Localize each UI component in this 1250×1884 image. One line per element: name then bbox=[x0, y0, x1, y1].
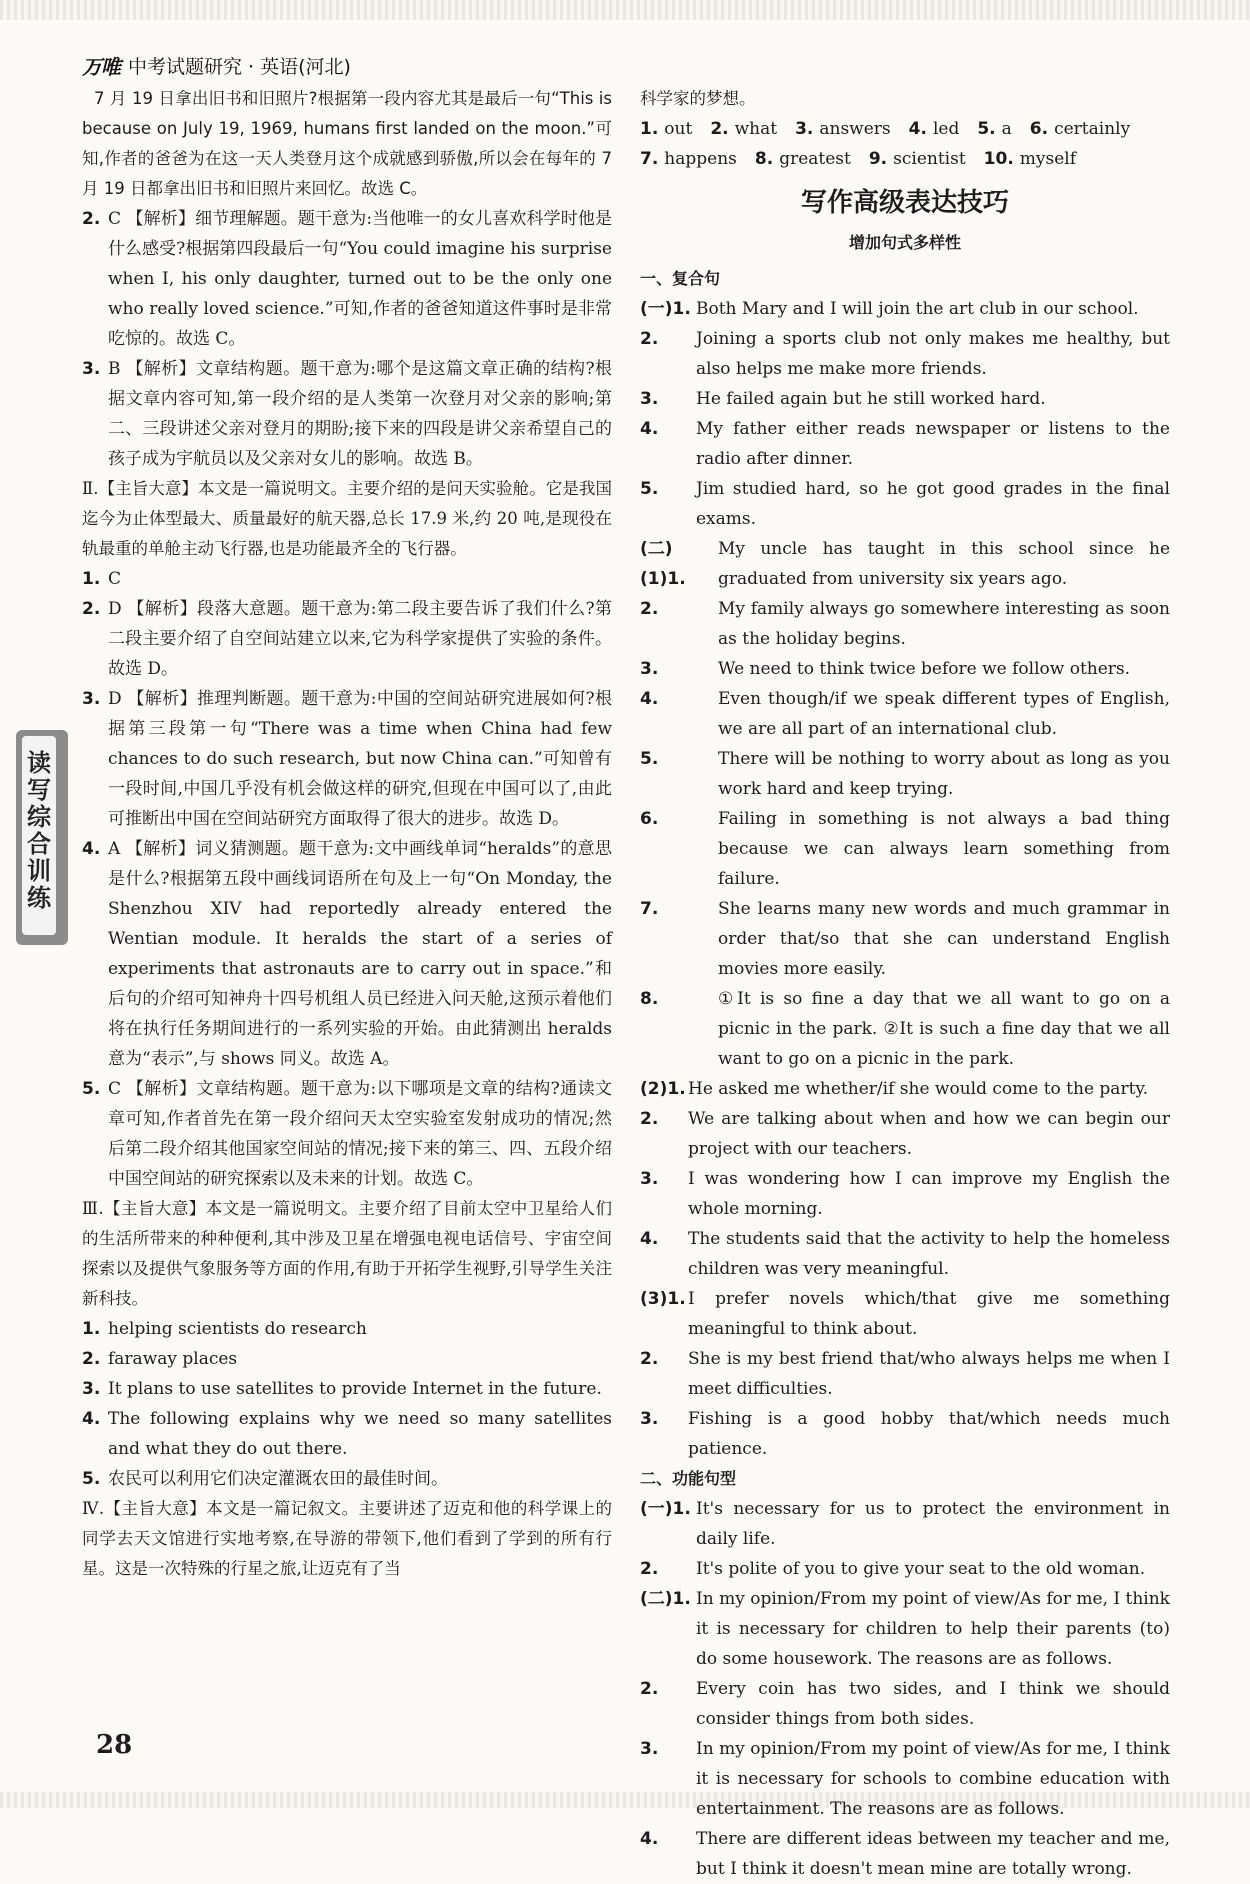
item-number: 3. bbox=[82, 359, 101, 379]
answer-item bbox=[1030, 114, 1130, 144]
item-number: 3. bbox=[640, 1409, 659, 1429]
answer-number: 3. bbox=[795, 119, 814, 139]
item-text: She learns many new words and much grammar in order that/so that she can understand English movies more easily. bbox=[718, 899, 1170, 979]
answer-item bbox=[984, 144, 1076, 174]
right-column bbox=[640, 84, 1170, 1884]
item-text: The students said that the activity to help the homeless children was very meaningful. bbox=[688, 1229, 1170, 1279]
item-number: 2. bbox=[82, 1349, 101, 1369]
item-text: faraway places bbox=[108, 1349, 238, 1369]
item-number: 2. bbox=[640, 599, 659, 619]
section-i-items bbox=[82, 204, 612, 474]
item-number: 2. bbox=[640, 1109, 659, 1129]
item-number: 4. bbox=[640, 689, 659, 709]
item-text: Failing in something is not always a bad thing because we can always learn something from failure. bbox=[718, 809, 1170, 889]
list-item bbox=[640, 684, 1170, 744]
answer-word: happens bbox=[664, 149, 737, 169]
list-item bbox=[640, 1674, 1170, 1734]
item-text: There will be nothing to worry about as long as you work hard and keep trying. bbox=[718, 749, 1170, 799]
answer-number: 4. bbox=[908, 119, 927, 139]
list-item bbox=[640, 324, 1170, 384]
item-text: It's necessary for us to protect the environment in daily life. bbox=[696, 1499, 1170, 1549]
answer-item bbox=[755, 144, 851, 174]
item-text: He asked me whether/if she would come to the party. bbox=[688, 1079, 1149, 1099]
list-item bbox=[640, 1494, 1170, 1554]
list-item bbox=[82, 1374, 612, 1404]
group-5 bbox=[640, 1494, 1170, 1584]
item-number: 3. bbox=[640, 389, 659, 409]
section-iii-heading: Ⅲ.【主旨大意】本文是一篇说明文。主要介绍了目前太空中卫星给人们的生活所带来的种种便利,其中涉及卫星在增强电视电话信号、宇宙空间探索以及提供气象服务等方面的作用,有助于开拓学生视野,引导学生关注新科技。 bbox=[82, 1199, 612, 1308]
list-item bbox=[640, 1284, 1170, 1344]
item-number: (一)1. bbox=[640, 299, 691, 319]
answer-word: certainly bbox=[1054, 119, 1131, 139]
item-text: Even though/if we speak different types of English, we are all part of an international club. bbox=[718, 689, 1170, 739]
item-number: 5. bbox=[82, 1469, 101, 1489]
item-number: 8. bbox=[640, 989, 659, 1009]
list-item bbox=[82, 1344, 612, 1374]
list-item bbox=[640, 1224, 1170, 1284]
item-text: B 【解析】文章结构题。题干意为:哪个是这篇文章正确的结构?根据文章内容可知,第一段介绍的是人类第一次登月对父亲的影响;第二、三段讲述父亲对登月的期盼;接下来的四段是讲父亲希望自己的孩子成为宇航员以及父亲对女儿的影响。故选 B。 bbox=[108, 359, 612, 469]
item-text: She is my best friend that/who always helps me when I meet difficulties. bbox=[688, 1349, 1170, 1399]
answer-word: what bbox=[734, 119, 778, 139]
item-number: 3. bbox=[640, 1169, 659, 1189]
answer-number: 5. bbox=[977, 119, 996, 139]
group-3 bbox=[640, 1074, 1170, 1284]
item-number: 3. bbox=[640, 1739, 659, 1759]
item-text: Every coin has two sides, and I think we should consider things from both sides. bbox=[696, 1679, 1170, 1729]
list-item bbox=[82, 1464, 612, 1494]
list-item bbox=[640, 1164, 1170, 1224]
item-text: There are different ideas between my teacher and me, but I think it doesn't mean mine are totally wrong. bbox=[696, 1829, 1170, 1879]
answer-word: a bbox=[1001, 119, 1012, 139]
item-number: 1. bbox=[82, 569, 101, 589]
list-item bbox=[82, 594, 612, 684]
answer-number: 10. bbox=[983, 149, 1014, 169]
answer-number: 2. bbox=[710, 119, 729, 139]
item-text: D 【解析】推理判断题。题干意为:中国的空间站研究进展如何?根据第三段第一句“There was a time when China had few chances to do such research, but now China can.”可知曾有一段时间,中国几乎没有机会做这样的研究,但现在中国可以了,由此可推断出中国在空间站研究方面取得了很大的进步。故选 D。 bbox=[108, 689, 612, 829]
item-number: 6. bbox=[640, 809, 659, 829]
list-item bbox=[640, 1104, 1170, 1164]
item-text: 农民可以利用它们决定灌溉农田的最佳时间。 bbox=[108, 1469, 448, 1489]
section-subtitle: 增加句式多样性 bbox=[848, 233, 961, 252]
page-number: 28 bbox=[96, 1730, 133, 1760]
intro-paragraph: 7 月 19 日拿出旧书和旧照片?根据第一段内容尤其是最后一句“This is because on July 19, 1969, humans first landed on the moon.”可知,作者的爸爸为在这一天人类登月这个成就感到骄傲,所以会在每年的 7 月 19 日都拿出旧书和旧照片来回忆。故选 C。 bbox=[82, 89, 612, 198]
item-number: 4. bbox=[640, 1829, 659, 1849]
item-number: 2. bbox=[640, 1349, 659, 1369]
answer-number: 9. bbox=[868, 149, 888, 169]
answer-word: led bbox=[932, 119, 960, 139]
item-number: 3. bbox=[82, 1379, 101, 1399]
item-number: 3. bbox=[82, 689, 101, 709]
list-item bbox=[82, 204, 612, 354]
page-header bbox=[82, 50, 351, 80]
item-number: 3. bbox=[640, 659, 659, 679]
list-item bbox=[640, 414, 1170, 474]
section-title: 写作高级表达技巧 bbox=[800, 188, 1009, 218]
item-number: 2. bbox=[640, 1679, 659, 1699]
item-number: 4. bbox=[640, 419, 659, 439]
answer-word: answers bbox=[819, 119, 891, 139]
list-item bbox=[82, 684, 612, 834]
item-number: 5. bbox=[640, 479, 659, 499]
list-item bbox=[82, 834, 612, 1074]
list-item bbox=[640, 894, 1170, 984]
item-number: 7. bbox=[640, 899, 659, 919]
list-item bbox=[640, 474, 1170, 534]
list-item bbox=[640, 1344, 1170, 1404]
list-item bbox=[640, 594, 1170, 654]
answer-number: 1. bbox=[640, 119, 659, 139]
list-item bbox=[82, 1314, 612, 1344]
item-number: (3)1. bbox=[640, 1289, 686, 1309]
item-text: A 【解析】词义猜测题。题干意为:文中画线单词“heralds”的意思是什么?根据第五段中画线词语所在句及上一句“On Monday, the Shenzhou XIV had reportedly already entered the Wentian module. It heralds the start of a series of experiments that astronauts are to carry out in space.”和后句的介绍可知神舟十四号机组人员已经进入问天舱,这预示着他们将在执行任务期间进行的一系列实验的开始。由此猜测出 heralds 意为“表示”,与 shows 同义。故选 A。 bbox=[108, 839, 612, 1069]
list-item bbox=[640, 1824, 1170, 1884]
item-text: He failed again but he still worked hard. bbox=[696, 389, 1046, 409]
item-number: 2. bbox=[82, 209, 101, 229]
left-column bbox=[82, 84, 612, 1584]
item-text: My family always go somewhere interesting as soon as the holiday begins. bbox=[718, 599, 1170, 649]
group-4 bbox=[640, 1284, 1170, 1464]
item-text: It plans to use satellites to provide Internet in the future. bbox=[108, 1379, 602, 1399]
item-number: 1. bbox=[82, 1319, 101, 1339]
section-iv-continuation: 科学家的梦想。 bbox=[640, 89, 756, 108]
section-ii-items bbox=[82, 564, 612, 1194]
item-text: We need to think twice before we follow others. bbox=[718, 659, 1131, 679]
item-number: 5. bbox=[82, 1079, 101, 1099]
group-1 bbox=[640, 294, 1170, 534]
list-item bbox=[640, 984, 1170, 1074]
list-item bbox=[640, 534, 1170, 594]
answer-item bbox=[795, 114, 891, 144]
section-iv-heading: Ⅳ.【主旨大意】本文是一篇记叙文。主要讲述了迈克和他的科学课上的同学去天文馆进行实地考察,在导游的带领下,他们看到了学到的所有行星。这是一次特殊的行星之旅,让迈克有了当 bbox=[82, 1499, 612, 1578]
list-item bbox=[82, 1404, 612, 1464]
item-text: The following explains why we need so many satellites and what they do out there. bbox=[108, 1409, 612, 1459]
item-number: (二)1. bbox=[640, 1589, 691, 1609]
list-item bbox=[640, 294, 1170, 324]
item-text: ①It is so fine a day that we all want to go on a picnic in the park. ②It is such a fine day that we all want to go on a picnic in the park. bbox=[718, 989, 1170, 1069]
list-item bbox=[640, 1554, 1170, 1584]
brand-logo: 万唯 bbox=[82, 54, 120, 79]
item-text: Fishing is a good hobby that/which needs much patience. bbox=[688, 1409, 1170, 1459]
list-item bbox=[640, 384, 1170, 414]
item-text: C bbox=[108, 569, 122, 589]
answer-item bbox=[640, 114, 692, 144]
list-item bbox=[640, 744, 1170, 804]
list-item bbox=[82, 354, 612, 474]
heading-compound-sentences: 一、复合句 bbox=[640, 269, 721, 288]
item-number: (2)1. bbox=[640, 1079, 686, 1099]
answer-number: 7. bbox=[640, 149, 659, 169]
answer-number: 6. bbox=[1029, 119, 1049, 139]
item-number: 2. bbox=[82, 599, 101, 619]
item-text: I prefer novels which/that give me something meaningful to think about. bbox=[688, 1289, 1170, 1339]
item-text: We are talking about when and how we can begin our project with our teachers. bbox=[688, 1109, 1170, 1159]
item-text: helping scientists do research bbox=[108, 1319, 367, 1339]
heading-functional-sentences: 二、功能句型 bbox=[640, 1469, 737, 1488]
section-iii-items bbox=[82, 1314, 612, 1494]
book-title: 中考试题研究 · 英语(河北) bbox=[128, 55, 351, 78]
list-item bbox=[640, 804, 1170, 894]
item-number: 2. bbox=[640, 329, 659, 349]
side-tab bbox=[16, 730, 68, 945]
list-item bbox=[640, 1074, 1170, 1104]
item-text: I was wondering how I can improve my English the whole morning. bbox=[688, 1169, 1170, 1219]
answer-word: myself bbox=[1019, 149, 1077, 169]
item-text: In my opinion/From my point of view/As for me, I think it is necessary for children to help their parents (to) do some housework. The reasons are as follows. bbox=[696, 1589, 1170, 1669]
answer-item bbox=[710, 114, 777, 144]
item-text: Jim studied hard, so he got good grades in the final exams. bbox=[696, 479, 1170, 529]
answer-item bbox=[869, 144, 966, 174]
answer-word: scientist bbox=[893, 149, 966, 169]
section-ii-heading: Ⅱ.【主旨大意】本文是一篇说明文。主要介绍的是问天实验舱。它是我国迄今为止体型最大、质量最好的航天器,总长 17.9 米,约 20 吨,是现役在轨最重的单舱主动飞行器,也是功能最齐全的飞行器。 bbox=[82, 479, 612, 558]
answer-item bbox=[909, 114, 960, 144]
list-item bbox=[640, 654, 1170, 684]
item-number: (一)1. bbox=[640, 1499, 691, 1519]
answer-item bbox=[640, 144, 737, 174]
item-text: Joining a sports club not only makes me healthy, but also helps me make more friends. bbox=[696, 329, 1170, 379]
item-text: D 【解析】段落大意题。题干意为:第二段主要告诉了我们什么?第二段主要介绍了自空间站建立以来,它为科学家提供了实验的条件。故选 D。 bbox=[108, 599, 612, 679]
item-number: 5. bbox=[640, 749, 659, 769]
item-number: 4. bbox=[82, 839, 101, 859]
top-decorative-band bbox=[0, 0, 1250, 20]
group-2 bbox=[640, 534, 1170, 1074]
item-text: It's polite of you to give your seat to the old woman. bbox=[696, 1559, 1146, 1579]
list-item bbox=[82, 1074, 612, 1194]
item-text: C 【解析】细节理解题。题干意为:当他唯一的女儿喜欢科学时他是什么感受?根据第四段最后一句“You could imagine his surprise when I, his only daughter, turned out to be the only one who really loved science.”可知,作者的爸爸知道这件事时是非常吃惊的。故选 C。 bbox=[108, 209, 612, 349]
item-text: My uncle has taught in this school since he graduated from university six years ago. bbox=[718, 539, 1170, 589]
list-item bbox=[640, 1584, 1170, 1674]
item-number: 2. bbox=[640, 1559, 659, 1579]
list-item bbox=[640, 1734, 1170, 1824]
answer-list bbox=[640, 114, 1170, 174]
list-item bbox=[640, 1404, 1170, 1464]
answer-word: out bbox=[664, 119, 693, 139]
item-text: Both Mary and I will join the art club in our school. bbox=[696, 299, 1139, 319]
answer-number: 8. bbox=[754, 149, 774, 169]
item-text: C 【解析】文章结构题。题干意为:以下哪项是文章的结构?通读文章可知,作者首先在第一段介绍问天太空实验室发射成功的情况;然后第二段介绍其他国家空间站的情况;接下来的第三、四、五段介绍中国空间站的研究探索以及未来的计划。故选 C。 bbox=[108, 1079, 612, 1189]
group-6 bbox=[640, 1584, 1170, 1884]
item-number: 4. bbox=[640, 1229, 659, 1249]
side-tab-label: 读 写 综 合 训 练 bbox=[22, 736, 56, 935]
list-item bbox=[82, 564, 612, 594]
item-number: (二)(1)1. bbox=[640, 539, 686, 589]
item-text: My father either reads newspaper or listens to the radio after dinner. bbox=[696, 419, 1170, 469]
item-number: 4. bbox=[82, 1409, 101, 1429]
answer-item bbox=[977, 114, 1011, 144]
answer-word: greatest bbox=[779, 149, 851, 169]
item-text: In my opinion/From my point of view/As for me, I think it is necessary for schools to combine education with entertainment. The reasons are as follows. bbox=[696, 1739, 1170, 1819]
